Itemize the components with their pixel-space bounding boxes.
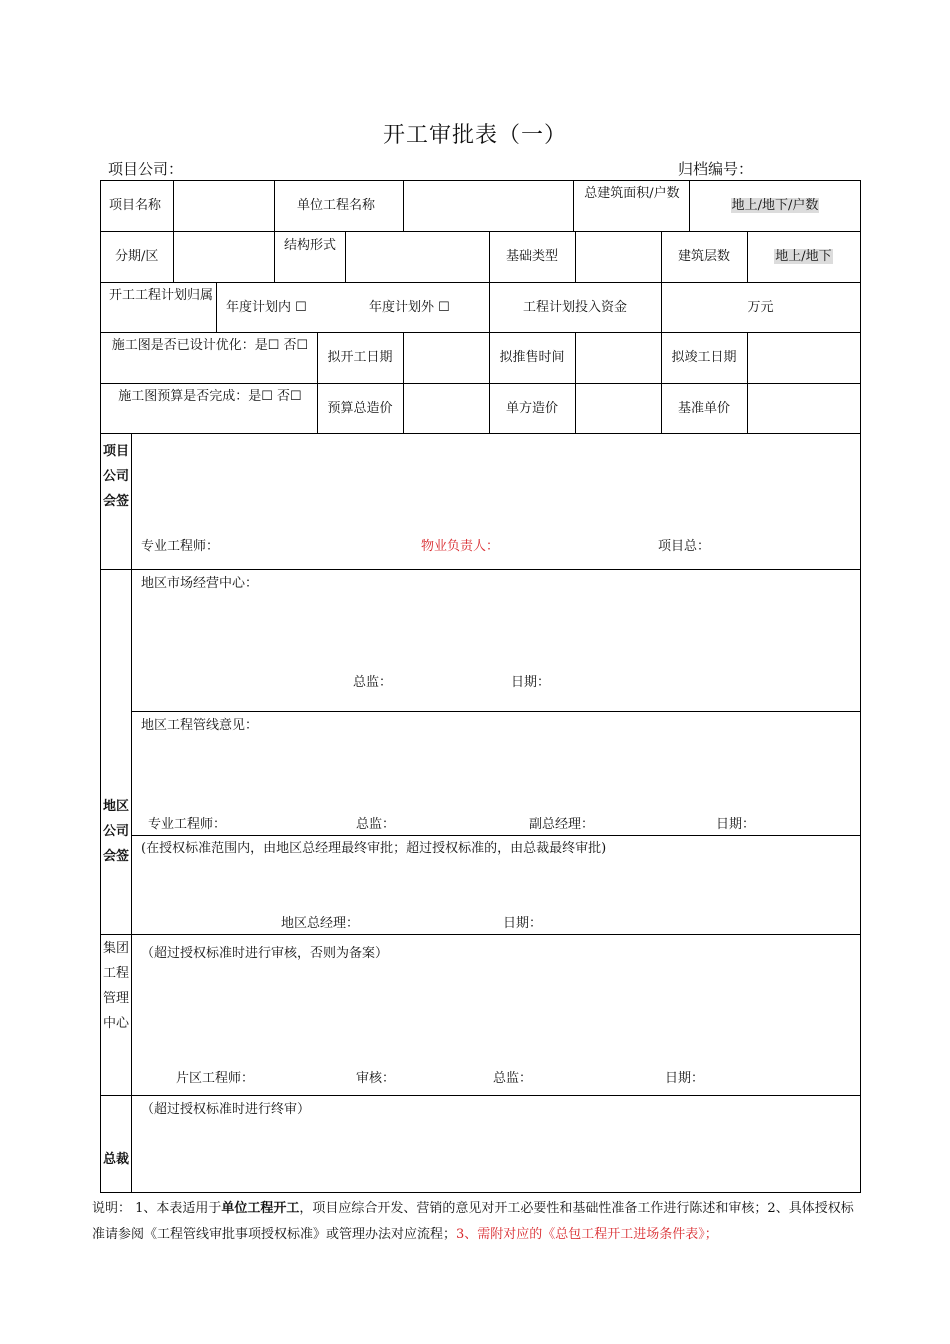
in-plan-checkbox[interactable]: 年度计划内 ☐ [226, 300, 307, 315]
cell-divider [173, 231, 174, 282]
design-optimized-field[interactable]: 施工图是否已设计优化：是☐ 否☐ [111, 338, 309, 353]
approval-form-table [100, 180, 861, 1193]
row-divider [101, 569, 860, 570]
region-gm-label: 地区总经理： [281, 916, 360, 931]
budget-done-field[interactable]: 施工图预算是否完成：是☐ 否☐ [118, 389, 302, 404]
cell-divider [216, 282, 217, 332]
row-divider [101, 1095, 860, 1096]
out-plan-checkbox[interactable]: 年度计划外 ☐ [369, 300, 450, 315]
group-review-note: （超过授权标准时进行审核，否则为备案） [141, 946, 389, 961]
cell-divider [274, 231, 275, 282]
cell-divider [403, 332, 404, 433]
row-divider [101, 934, 860, 935]
archive-number-label: 归档编号： [678, 160, 754, 178]
plan-belong-label: 开工工程计划归属 [109, 288, 214, 303]
form-instructions: 说明： 1、本表适用于单位工程开工，项目应综合开发、营销的意见对开工必要性和基础性准备工作进行陈述和审核；2、具体授权标准请参阅《工程管线审批事项授权标准》或管理办法对应流程；3、需附对应的《总包工程开工进场条件表》； [92, 1201, 854, 1242]
cell-divider [403, 181, 404, 231]
cell-divider [345, 231, 346, 282]
cell-divider [575, 332, 576, 433]
pipeline-engineer-label: 专业工程师： [148, 817, 227, 832]
cell-divider [575, 231, 576, 282]
investment-label: 工程计划投入资金 [522, 300, 627, 315]
authorization-note: (在授权标准范围内，由地区总经理最终审批；超过授权标准的，由总裁最终审批) [141, 841, 607, 856]
company-label: 项目公司： [108, 160, 184, 178]
group-date-label: 日期： [665, 1071, 705, 1086]
label-column-divider [131, 433, 132, 1193]
president-note: （超过授权标准时进行终审） [141, 1102, 311, 1117]
row-divider [101, 282, 860, 283]
total-area-label: 总建筑面积/户数 [584, 186, 680, 201]
start-date-label: 拟开工日期 [327, 350, 393, 365]
deputy-gm-label: 副总经理： [529, 817, 595, 832]
market-date-label: 日期： [511, 675, 551, 690]
area-engineer-label: 片区工程师： [176, 1071, 255, 1086]
cell-divider [173, 181, 174, 231]
pipeline-director-label: 总监： [356, 817, 396, 832]
pipeline-date-label: 日期： [716, 817, 756, 832]
region-company-sign-label: 地区公司会签 [102, 799, 129, 864]
unit-cost-label: 单方造价 [505, 401, 558, 416]
pipeline-opinion-title: 地区工程管线意见： [141, 718, 259, 733]
unit-name-label: 单位工程名称 [297, 198, 376, 213]
market-center-title: 地区市场经营中心： [141, 576, 259, 591]
property-manager-label: 物业负责人： [421, 539, 500, 554]
project-company-sign-label: 项目公司会签 [102, 444, 129, 509]
group-engineering-label: 集团工程管理中心 [102, 941, 129, 1031]
project-name-label: 项目名称 [109, 198, 162, 213]
cell-divider [747, 332, 748, 433]
project-engineer-label: 专业工程师： [141, 539, 220, 554]
finish-date-label: 拟竣工日期 [671, 350, 737, 365]
region-gm-date-label: 日期： [503, 916, 543, 931]
row-divider [131, 711, 860, 712]
market-director-label: 总监： [353, 675, 393, 690]
foundation-label: 基础类型 [505, 249, 558, 264]
cell-divider [573, 181, 574, 231]
group-director-label: 总监： [493, 1071, 533, 1086]
group-review-label: 审核： [356, 1071, 396, 1086]
structure-label: 结构形式 [283, 238, 336, 253]
sale-time-label: 拟推售时间 [499, 350, 565, 365]
project-director-label: 项目总： [658, 539, 711, 554]
investment-unit: 万元 [747, 300, 774, 315]
page-title: 开工审批表（一） [382, 123, 567, 148]
phase-label: 分期/区 [115, 249, 159, 264]
base-price-label: 基准单价 [677, 401, 730, 416]
row-divider [101, 433, 860, 434]
president-label: 总裁 [102, 1152, 129, 1167]
cell-divider [274, 181, 275, 231]
floors-label: 建筑层数 [677, 249, 730, 264]
floors-value: 地上/地下 [775, 249, 832, 264]
budget-total-label: 预算总造价 [327, 401, 393, 416]
area-value: 地上/地下/户数 [731, 198, 819, 213]
